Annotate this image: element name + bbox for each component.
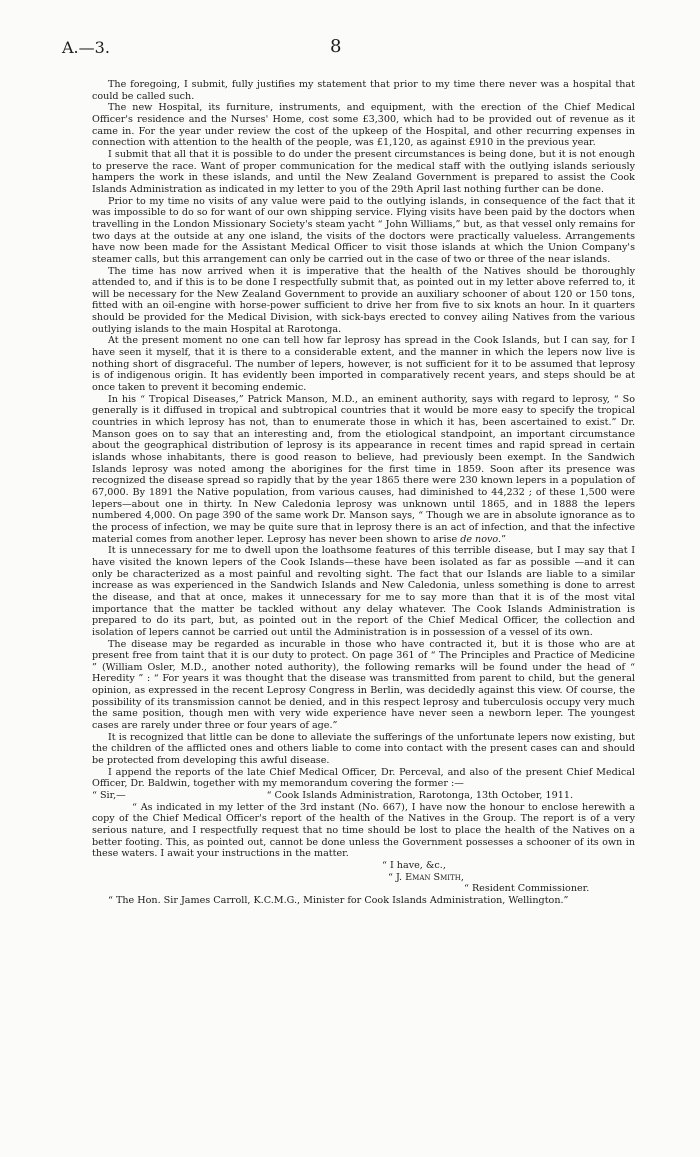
paragraph: It is recognized that little can be done to alleviate the sufferings of the unfortunate lepers now existing, but the children of the afflicted ones and others liable to come into contact with the present cases can and should be protected from developing this awful disease. <box>92 731 635 767</box>
paragraph: The new Hospital, its furniture, instruments, and equipment, with the erection of the Chief Medical Officer's residence and the Nurses' Home, cost some £3,300, which had to be provided out of revenue as it came in. For the year under review the cost of the upkeep of the Hospital, and other recurring expenses in connection with attention to the health of the people, was £1,120, as against £910 in the previous year. <box>92 102 635 149</box>
paragraph: At the present moment no one can tell how far leprosy has spread in the Cook Islands, but I can say, for I have seen it myself, that it is there to a considerable extent, and the manner in which the lepers now live is nothing short of disgraceful. The number of lepers, however, is not sufficient for it to be assumed that leprosy is of indigenous origin. It has evidently been imported in comparatively recent years, and steps should be at once taken to prevent it becoming endemic. <box>92 335 635 394</box>
paragraph: I submit that all that it is possible to do under the present circumstances is being done, but it is not enough to preserve the race. Want of proper communication for the medical staff with the outlying islands seriously hampers the work in these islands, and until the New Zealand Government is prepared to assist the Cook Islands Administration as indicated in my letter to you of the 29th April last nothing further can be done. <box>92 148 635 195</box>
letter-signature: “ J. Eman Smith, <box>388 871 464 883</box>
paragraph: The time has now arrived when it is imperative that the health of the Natives should be thoroughly attended to, and if this is to be done I respectfully submit that, as pointed out in my letter above referred to, it will be necessary for the New Zealand Government to provide an auxiliary schooner of about 120 or 150 tons, fitted with an oil-engine with horse-power sufficient to drive her from five to six knots an hour. In it quarters should be provided for the Medical Division, with sick-bays erected to convey ailing Natives from the various outlying islands to the main Hospital at Rarotonga. <box>92 265 635 335</box>
page-number: 8 <box>330 36 342 57</box>
de-novo-italic: de novo. <box>460 533 502 545</box>
paragraph: I append the reports of the late Chief Medical Officer, Dr. Perceval, and also of the present Chief Medical Officer, Dr. Baldwin, together with my memorandum covering the former :— <box>92 766 635 790</box>
closing-quote: ” <box>501 533 506 545</box>
paragraph: Prior to my time no visits of any value were paid to the outlying islands, in consequence of the fact that it was impossible to do so for want of our own shipping service. Flying visits have been paid by the doctors when travelling in the London Missionary Society's steam yacht “ John Williams,” but, as that vessel only remains for two days at the outside at any one island, the visits of the doctors were practically valueless. Arrangements have now been made for the Assistant Medical Officer to visit those islands at which the Union Company's steamer calls, but this arrangement can only be carried out in the case of two or three of the near islands. <box>92 195 635 265</box>
paragraph: The disease may be regarded as incurable in those who have contracted it, but it is those who are at present free from taint that it is our duty to protect. On page 361 of “ The Principles and Practice of Medicine ” (William Osler, M.D., another noted authority), the following remarks will be found under the head of “ Heredity ” : “ For years it was thought that the disease was transmitted from parent to child, but the general opinion, as expressed in the recent Leprosy Congress in Berlin, was decidedly against this view. Of course, the possibility of its transmission cannot be denied, and in this respect leprosy and tuberculosis occupy very much the same position, though men with very wide experience have never seen a newborn leper. The youngest cases are rarely under three or four years of age.” <box>92 638 635 732</box>
document-body <box>92 79 635 907</box>
paragraph: The foregoing, I submit, fully justifies my statement that prior to my time there never was a hospital that could be called such. <box>92 79 635 102</box>
letter-address-date: “ Cook Islands Administration, Rarotonga, 13th October, 1911. <box>266 790 573 802</box>
letter-body: “ As indicated in my letter of the 3rd instant (No. 667), I have now the honour to enclose herewith a copy of the Chief Medical Officer's report of the health of the Natives in the Group. The report is of a very serious nature, and I respectfully request that no time should be lost to place the health of the Natives on a better footing. This, as pointed out, cannot be done unless the Government possesses a schooner of its own in these waters. I await your instructions in the matter. <box>92 801 635 860</box>
letter-signer-title: “ Resident Commissioner. <box>464 883 590 895</box>
paragraph <box>92 394 635 546</box>
letter-closing: “ I have, &c., <box>382 859 446 871</box>
letter-heading <box>92 790 635 802</box>
paragraph-text: In his “ Tropical Diseases,” Patrick Manson, M.D., an eminent authority, says with regard to leprosy, “ So generally is it diffused in tropical and subtropical countries that it would be more easy to specify the tropical countries in which leprosy has not, than to enumerate those in which it has, been ascertained to exist.” Dr. Manson goes on to say that an interesting and, from the etiological standpoint, an important circumstance about the geographical distribution of leprosy is its appearance in recent times and rapid spread in certain islands whose inhabitants, there is good reason to believe, had previously been exempt. In the Sandwich Islands leprosy was noted among the aborigines for the first time in 1859. Soon after its presence was recognized the disease spread so rapidly that by the year 1865 there were 230 known lepers in a population of 67,000. By 1891 the Native population, from various causes, had diminished to 44,232 ; of these 1,500 were lepers—about one in thirty. In New Caledonia leprosy was unknown until 1865, and in 1888 the lepers numbered 4,000. On page 390 of the same work Dr. Manson says, “ Though we are in absolute ignorance as to the process of infection, we may be quite sure that in leprosy there is an act of infection, and that the infective material comes from another leper. Leprosy has never been shown to arise <box>92 393 635 545</box>
paragraph: It is unnecessary for me to dwell upon the loathsome features of this terrible disease, but I may say that I have visited the known lepers of the Cook Islands—these have been isolated as far as possible —and it can only be characterized as a most painful and revolting sight. The fact that our Islands are liable to a similar increase as was experienced in the Sandwich Islands and New Caledonia, unless something is done to arrest the disease, and that at once, makes it unnecessary for me to say more than that it is of the most vital importance that the matter be tackled without any delay whatever. The Cook Islands Administration is prepared to do its part, but, as pointed out in the report of the Chief Medical Officer, the collection and isolation of lepers cannot be carried out until the Administration is in possession of a vessel of its own. <box>92 545 635 638</box>
letter-salutation: “ Sir,— <box>92 790 126 802</box>
section-code: A.—3. <box>62 38 110 57</box>
letter-addressee: “ The Hon. Sir James Carroll, K.C.M.G., Minister for Cook Islands Administration, Wellington.” <box>108 894 569 906</box>
